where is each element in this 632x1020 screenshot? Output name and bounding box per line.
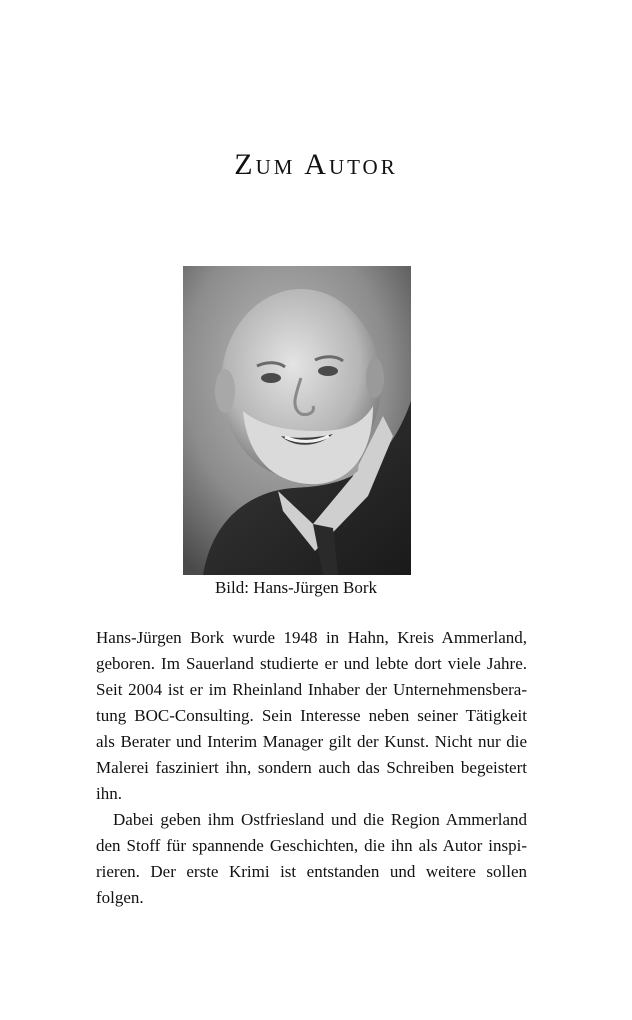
biography-paragraph: Dabei geben ihm Ostfriesland und die Region Ammerland den Stoff für spannende Geschichten, die ihn als Autor inspirieren. Der erste Krimi ist entstanden und weitere sollen folgen. [96,810,527,907]
page-title: Zum Autor [234,148,398,181]
author-biography [96,625,527,911]
biography-paragraph: Hans-Jürgen Bork wurde 1948 in Hahn, Kreis Ammerland, geboren. Im Sauerland studierte er und lebte dort viele Jahre. Seit 2004 ist er im Rheinland Inhaber der Unternehmensberatung BOC-Consulting. Sein Interesse neben seiner Tätigkeit als Berater und Interim Manager gilt der Kunst. Nicht nur die Malerei fasziniert ihn, sondern auch das Schreiben begeistert ihn. [96,628,527,803]
author-portrait-photo [183,266,411,575]
photo-caption: Bild: Hans-Jürgen Bork [214,578,378,597]
